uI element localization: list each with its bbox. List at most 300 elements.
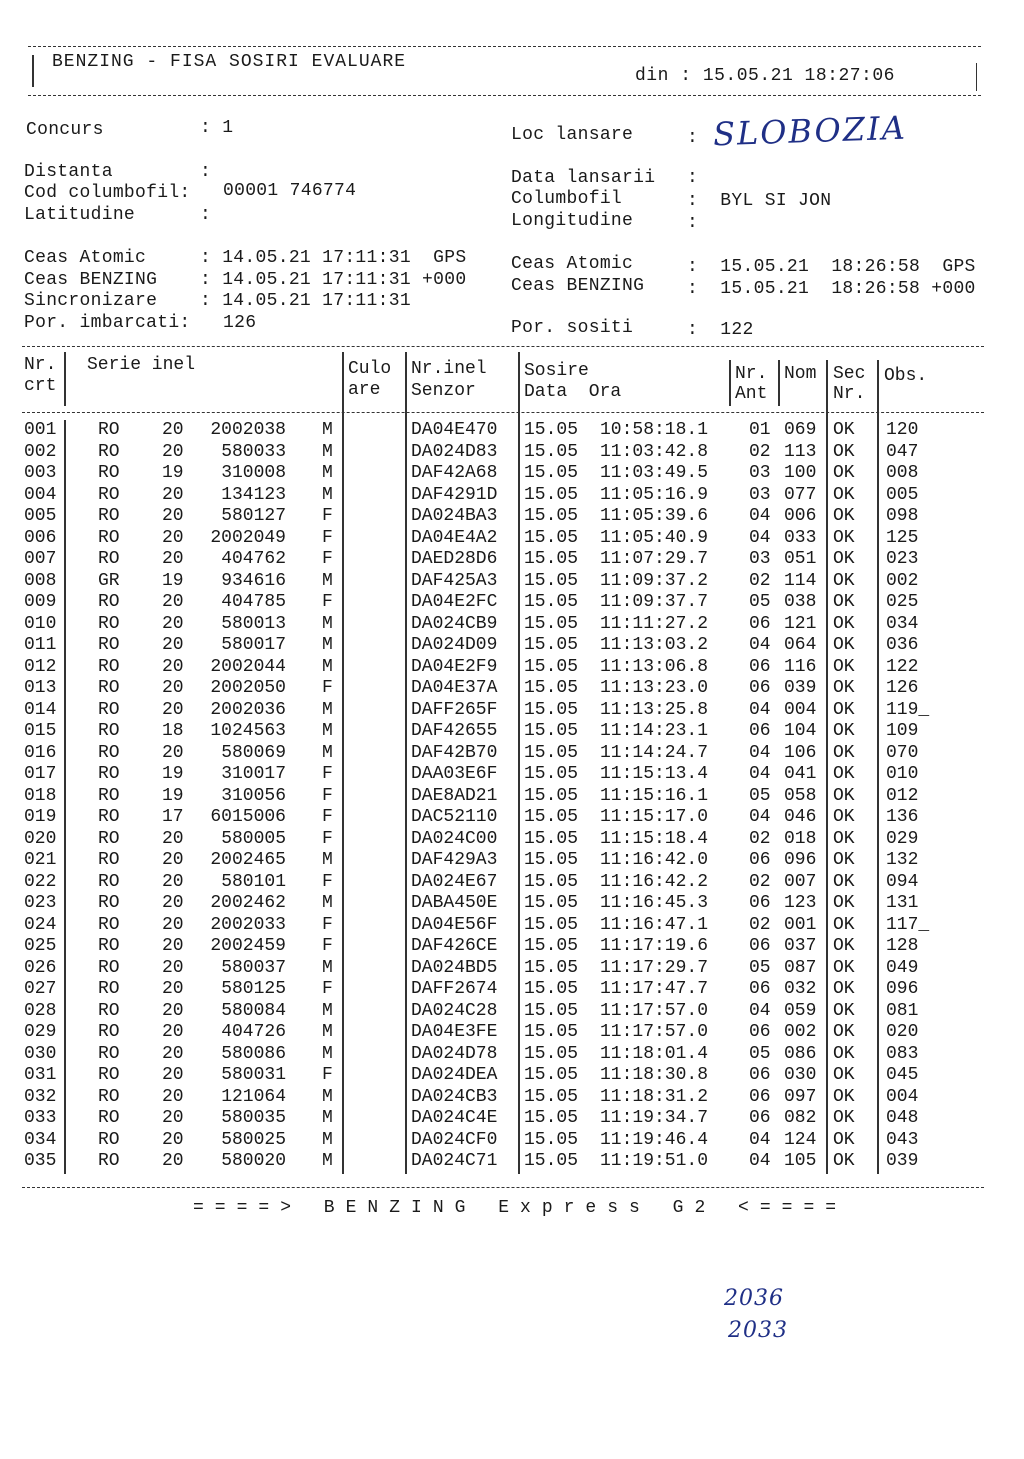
table-row <box>0 1087 1024 1109</box>
table-row <box>0 549 1024 571</box>
cell-nr-crt: 033 <box>24 1108 57 1128</box>
handwritten-note-2: 2033 <box>728 1318 788 1343</box>
imbarcati-label: Por. imbarcati: <box>24 313 191 333</box>
cell-nom: 007 <box>784 871 817 892</box>
cell-nr-ant: 01 <box>749 420 771 440</box>
cell-nr-crt: 028 <box>24 1000 57 1021</box>
table-row <box>0 936 1024 958</box>
loc-lansare-handwritten: SLOBOZIA <box>712 108 908 154</box>
cell-nr-ant: 06 <box>749 893 771 913</box>
cell-sec: OK <box>833 635 855 655</box>
cell-year: 20 <box>162 656 184 677</box>
cell-obs: 094 <box>886 871 919 892</box>
cell-sec: OK <box>833 721 855 741</box>
cell-nr-ant: 03 <box>749 463 771 483</box>
cell-nr-crt: 014 <box>24 699 57 720</box>
cell-nr-crt: 026 <box>24 957 57 978</box>
cell-year: 20 <box>162 1043 184 1064</box>
table-row <box>0 635 1024 657</box>
cell-country: RO <box>98 592 120 612</box>
cell-year: 20 <box>162 592 184 612</box>
cell-arrival-date: 15.05 <box>524 570 579 591</box>
table-bottom-rule <box>22 1187 984 1188</box>
cell-sensor-id: DAA03E6F <box>411 764 498 784</box>
cell-nr-ant: 04 <box>749 1129 771 1150</box>
cell-sensor-id: DAF42B70 <box>411 742 498 763</box>
cell-sec: OK <box>833 613 855 634</box>
cell-year: 20 <box>162 1129 184 1150</box>
cell-sensor-id: DA024CF0 <box>411 1129 498 1150</box>
cell-nr-ant: 03 <box>749 549 771 569</box>
sincronizare-value: : 14.05.21 17:11:31 <box>200 291 411 311</box>
cell-arrival-date: 15.05 <box>524 828 579 849</box>
cell-nom: 033 <box>784 527 817 548</box>
cell-arrival-time: 11:03:49.5 <box>600 463 709 483</box>
cell-ring-number: 580037 <box>221 957 286 978</box>
cell-year: 20 <box>162 1000 184 1021</box>
cell-sex: F <box>322 914 333 935</box>
cell-nr-crt: 015 <box>24 721 57 741</box>
cell-sex: M <box>322 1043 333 1064</box>
cell-sensor-id: DABA450E <box>411 893 498 913</box>
cell-arrival-time: 11:05:16.9 <box>600 484 709 505</box>
cell-nr-crt: 019 <box>24 807 57 827</box>
cell-nom: 104 <box>784 721 817 741</box>
table-row <box>0 571 1024 593</box>
cell-sec: OK <box>833 441 855 462</box>
cell-sex: F <box>322 506 333 526</box>
table-header-rule <box>22 412 984 413</box>
cell-arrival-date: 15.05 <box>524 441 579 462</box>
cell-nom: 121 <box>784 613 817 634</box>
cell-sensor-id: DAFF2674 <box>411 979 498 999</box>
cell-arrival-time: 11:15:13.4 <box>600 764 709 784</box>
concurs-value: : 1 <box>200 118 234 138</box>
cell-sex: M <box>322 613 333 634</box>
cell-ring-number: 580125 <box>221 979 286 999</box>
cell-nom: 100 <box>784 463 817 483</box>
cell-sex: F <box>322 828 333 849</box>
cell-ring-number: 580017 <box>221 635 286 655</box>
cell-year: 20 <box>162 1022 184 1042</box>
cell-sensor-id: DA04E2FC <box>411 592 498 612</box>
ceas-benzing-sosire-value: : 15.05.21 18:26:58 +000 <box>687 279 976 299</box>
cell-arrival-date: 15.05 <box>524 1022 579 1042</box>
cell-nr-crt: 010 <box>24 613 57 634</box>
cell-nom: 041 <box>784 764 817 784</box>
cell-sec: OK <box>833 656 855 677</box>
cell-sec: OK <box>833 742 855 763</box>
cell-sex: F <box>322 871 333 892</box>
cell-sec: OK <box>833 1129 855 1150</box>
latitudine-label: Latitudine <box>24 205 136 225</box>
cell-arrival-date: 15.05 <box>524 871 579 892</box>
table-row <box>0 958 1024 980</box>
table-row <box>0 1044 1024 1066</box>
cell-ring-number: 2002036 <box>210 699 286 720</box>
cell-nr-crt: 034 <box>24 1129 57 1150</box>
cell-arrival-time: 11:03:42.8 <box>600 441 709 462</box>
header-serie-inel: Serie inel <box>87 355 196 375</box>
cell-country: RO <box>98 742 120 763</box>
cell-sensor-id: DAF429A3 <box>411 850 498 870</box>
cell-sex: M <box>322 1000 333 1021</box>
cell-sex: M <box>322 1151 333 1171</box>
header-sec-nr: Nr. <box>833 384 866 404</box>
cell-nom: 096 <box>784 850 817 870</box>
cell-year: 19 <box>162 463 184 483</box>
cell-sex: M <box>322 742 333 763</box>
cell-sex: M <box>322 570 333 591</box>
cell-arrival-time: 11:17:29.7 <box>600 957 709 978</box>
cell-nom: 123 <box>784 893 817 913</box>
cell-year: 20 <box>162 850 184 870</box>
cell-sensor-id: DAF42655 <box>411 721 498 741</box>
columbofil-value: : BYL SI JON <box>687 191 832 211</box>
cell-nr-crt: 024 <box>24 914 57 935</box>
cell-obs: 096 <box>886 979 919 999</box>
cell-nr-crt: 009 <box>24 592 57 612</box>
cell-arrival-date: 15.05 <box>524 527 579 548</box>
cell-nr-crt: 006 <box>24 527 57 548</box>
cell-nr-crt: 029 <box>24 1022 57 1042</box>
cell-arrival-time: 11:15:17.0 <box>600 807 709 827</box>
cell-ring-number: 2002050 <box>210 678 286 698</box>
cell-country: RO <box>98 979 120 999</box>
table-row <box>0 506 1024 528</box>
table-row <box>0 721 1024 743</box>
table-row <box>0 592 1024 614</box>
cell-nr-crt: 035 <box>24 1151 57 1171</box>
cell-country: RO <box>98 635 120 655</box>
cell-ring-number: 580069 <box>221 742 286 763</box>
cell-nr-crt: 005 <box>24 506 57 526</box>
cell-nr-ant: 05 <box>749 592 771 612</box>
cell-nr-ant: 04 <box>749 527 771 548</box>
cell-country: RO <box>98 699 120 720</box>
cell-country: RO <box>98 463 120 483</box>
cell-country: RO <box>98 721 120 741</box>
cell-country: RO <box>98 1151 120 1171</box>
cell-nr-ant: 04 <box>749 635 771 655</box>
cell-arrival-date: 15.05 <box>524 1108 579 1128</box>
cell-ring-number: 580084 <box>221 1000 286 1021</box>
cell-ring-number: 580020 <box>221 1151 286 1171</box>
cell-sensor-id: DAFF265F <box>411 699 498 720</box>
cell-sec: OK <box>833 420 855 440</box>
cell-nr-crt: 012 <box>24 656 57 677</box>
cell-ring-number: 580127 <box>221 506 286 526</box>
cell-arrival-date: 15.05 <box>524 1000 579 1021</box>
table-row <box>0 850 1024 872</box>
cell-sec: OK <box>833 1086 855 1107</box>
cell-nom: 002 <box>784 1022 817 1042</box>
cell-country: RO <box>98 1129 120 1150</box>
cell-country: RO <box>98 807 120 827</box>
print-timestamp <box>635 66 895 86</box>
cell-arrival-time: 11:14:23.1 <box>600 721 709 741</box>
cell-nr-ant: 02 <box>749 441 771 462</box>
cell-ring-number: 580101 <box>221 871 286 892</box>
cell-sex: M <box>322 484 333 505</box>
table-row <box>0 743 1024 765</box>
cell-ring-number: 580005 <box>221 828 286 849</box>
cell-sensor-id: DAF426CE <box>411 936 498 956</box>
cell-sec: OK <box>833 893 855 913</box>
cell-sec: OK <box>833 764 855 784</box>
cell-ring-number: 2002462 <box>210 893 286 913</box>
cell-ring-number: 310056 <box>221 785 286 806</box>
table-row <box>0 1151 1024 1173</box>
cell-sensor-id: DA04E56F <box>411 914 498 935</box>
cell-nom: 058 <box>784 785 817 806</box>
cell-year: 19 <box>162 764 184 784</box>
cell-ring-number: 2002465 <box>210 850 286 870</box>
cell-year: 20 <box>162 1108 184 1128</box>
cell-ring-number: 580033 <box>221 441 286 462</box>
cell-sec: OK <box>833 979 855 999</box>
cell-nr-ant: 06 <box>749 1065 771 1085</box>
cell-nr-ant: 06 <box>749 1022 771 1042</box>
cell-nom: 037 <box>784 936 817 956</box>
cell-sex: F <box>322 592 333 612</box>
cell-arrival-time: 11:17:57.0 <box>600 1000 709 1021</box>
col-sep-nr-header <box>64 352 66 406</box>
cell-obs: 109 <box>886 721 919 741</box>
cell-ring-number: 580031 <box>221 1065 286 1085</box>
cell-nr-ant: 06 <box>749 936 771 956</box>
cell-ring-number: 134123 <box>221 484 286 505</box>
cell-arrival-time: 11:17:57.0 <box>600 1022 709 1042</box>
cell-sec: OK <box>833 678 855 698</box>
sositi-value: : 122 <box>687 320 754 340</box>
cell-sex: F <box>322 527 333 548</box>
cell-ring-number: 2002459 <box>210 936 286 956</box>
cell-sec: OK <box>833 936 855 956</box>
table-row <box>0 1108 1024 1130</box>
cell-nr-crt: 004 <box>24 484 57 505</box>
cell-ring-number: 580086 <box>221 1043 286 1064</box>
cell-arrival-time: 11:13:03.2 <box>600 635 709 655</box>
cell-year: 19 <box>162 570 184 591</box>
cell-nom: 059 <box>784 1000 817 1021</box>
cell-arrival-date: 15.05 <box>524 764 579 784</box>
cell-arrival-time: 11:13:25.8 <box>600 699 709 720</box>
cell-nr-ant: 04 <box>749 807 771 827</box>
cell-year: 20 <box>162 484 184 505</box>
cell-nr-crt: 007 <box>24 549 57 569</box>
cell-sex: M <box>322 1086 333 1107</box>
cell-nr-crt: 018 <box>24 785 57 806</box>
cell-arrival-time: 11:13:06.8 <box>600 656 709 677</box>
cell-country: RO <box>98 506 120 526</box>
header-obs: Obs. <box>884 366 928 386</box>
header-culo: Culo <box>348 359 392 379</box>
loc-lansare-colon: : <box>687 128 699 148</box>
cell-arrival-time: 11:19:34.7 <box>600 1108 709 1128</box>
cell-nr-ant: 04 <box>749 1000 771 1021</box>
cell-obs: 119_ <box>886 699 930 720</box>
cell-arrival-time: 11:18:30.8 <box>600 1065 709 1085</box>
cell-country: RO <box>98 441 120 462</box>
cell-sensor-id: DA04E3FE <box>411 1022 498 1042</box>
cell-country: RO <box>98 1022 120 1042</box>
cell-sex: F <box>322 936 333 956</box>
data-lansarii-label: Data lansarii <box>511 168 656 188</box>
sincronizare-label: Sincronizare <box>24 291 158 311</box>
cell-country: RO <box>98 527 120 548</box>
cell-obs: 132 <box>886 850 919 870</box>
cell-sex: F <box>322 785 333 806</box>
cell-nom: 046 <box>784 807 817 827</box>
cell-sex: M <box>322 957 333 978</box>
cell-year: 20 <box>162 936 184 956</box>
cell-country: RO <box>98 850 120 870</box>
cell-year: 20 <box>162 828 184 849</box>
cell-sex: M <box>322 850 333 870</box>
cell-nr-ant: 05 <box>749 1043 771 1064</box>
cell-arrival-time: 11:09:37.7 <box>600 592 709 612</box>
cell-nom: 004 <box>784 699 817 720</box>
cell-arrival-time: 11:19:46.4 <box>600 1129 709 1150</box>
cell-sec: OK <box>833 506 855 526</box>
cell-obs: 128 <box>886 936 919 956</box>
cell-sex: M <box>322 441 333 462</box>
cell-country: RO <box>98 785 120 806</box>
cell-ring-number: 2002033 <box>210 914 286 935</box>
cell-obs: 034 <box>886 613 919 634</box>
cell-sensor-id: DA024C4E <box>411 1108 498 1128</box>
cell-nom: 106 <box>784 742 817 763</box>
cell-arrival-time: 11:07:29.7 <box>600 549 709 569</box>
cell-sensor-id: DA04E2F9 <box>411 656 498 677</box>
cell-sensor-id: DA04E37A <box>411 678 498 698</box>
cell-obs: 131 <box>886 893 919 913</box>
cell-arrival-date: 15.05 <box>524 420 579 440</box>
cell-obs: 070 <box>886 742 919 763</box>
cell-country: RO <box>98 1065 120 1085</box>
table-row <box>0 893 1024 915</box>
cell-sec: OK <box>833 463 855 483</box>
cell-arrival-time: 11:18:31.2 <box>600 1086 709 1107</box>
cell-arrival-time: 11:14:24.7 <box>600 742 709 763</box>
cell-year: 18 <box>162 721 184 741</box>
loc-lansare-label: Loc lansare <box>511 125 634 145</box>
cell-ring-number: 934616 <box>221 570 286 591</box>
ceas-benzing-sosire-label: Ceas BENZING <box>511 276 645 296</box>
cell-sec: OK <box>833 850 855 870</box>
header-nom: Nom <box>784 364 817 384</box>
cell-sex: M <box>322 893 333 913</box>
cell-nom: 114 <box>784 570 817 591</box>
cell-arrival-date: 15.05 <box>524 484 579 505</box>
table-row <box>0 872 1024 894</box>
cell-arrival-date: 15.05 <box>524 463 579 483</box>
cell-arrival-time: 11:05:39.6 <box>600 506 709 526</box>
cell-country: RO <box>98 549 120 569</box>
table-row <box>0 485 1024 507</box>
table-row <box>0 420 1024 442</box>
cell-obs: 025 <box>886 592 919 612</box>
cell-country: RO <box>98 914 120 935</box>
cell-country: RO <box>98 484 120 505</box>
cell-country: RO <box>98 1108 120 1128</box>
cell-year: 20 <box>162 1151 184 1171</box>
cell-sec: OK <box>833 1043 855 1064</box>
cell-year: 20 <box>162 979 184 999</box>
cell-year: 20 <box>162 441 184 462</box>
cell-sex: M <box>322 1108 333 1128</box>
cell-obs: 098 <box>886 506 919 526</box>
cell-sensor-id: DA024DEA <box>411 1065 498 1085</box>
cell-arrival-date: 15.05 <box>524 1086 579 1107</box>
cell-sec: OK <box>833 1151 855 1171</box>
cell-sensor-id: DA024CB9 <box>411 613 498 634</box>
cell-arrival-date: 15.05 <box>524 893 579 913</box>
cell-nr-ant: 03 <box>749 484 771 505</box>
cell-arrival-time: 11:15:16.1 <box>600 785 709 806</box>
cell-year: 20 <box>162 914 184 935</box>
cell-obs: 117_ <box>886 914 930 935</box>
cell-sec: OK <box>833 871 855 892</box>
cell-nr-crt: 032 <box>24 1086 57 1107</box>
cell-obs: 008 <box>886 463 919 483</box>
ceas-atomic-lansare-label: Ceas Atomic <box>24 248 147 268</box>
cell-obs: 002 <box>886 570 919 591</box>
cell-ring-number: 404762 <box>221 549 286 569</box>
cell-obs: 036 <box>886 635 919 655</box>
cell-ring-number: 310017 <box>221 764 286 784</box>
cell-year: 20 <box>162 420 184 440</box>
cell-nom: 030 <box>784 1065 817 1085</box>
cell-ring-number: 2002049 <box>210 527 286 548</box>
cell-arrival-time: 11:16:47.1 <box>600 914 709 935</box>
cell-nr-ant: 04 <box>749 764 771 784</box>
cell-sensor-id: DA04E470 <box>411 420 498 440</box>
cell-sex: F <box>322 1065 333 1085</box>
cell-arrival-date: 15.05 <box>524 979 579 999</box>
cell-sensor-id: DAF4291D <box>411 484 498 505</box>
cell-sensor-id: DA024E67 <box>411 871 498 892</box>
cell-obs: 043 <box>886 1129 919 1150</box>
cell-arrival-date: 15.05 <box>524 1043 579 1064</box>
imbarcati-value: 126 <box>223 313 257 333</box>
cell-arrival-time: 11:17:47.7 <box>600 979 709 999</box>
cell-nr-ant: 02 <box>749 828 771 849</box>
cell-obs: 049 <box>886 957 919 978</box>
cell-arrival-date: 15.05 <box>524 1065 579 1085</box>
din-label: din : <box>635 66 692 86</box>
cell-arrival-date: 15.05 <box>524 613 579 634</box>
table-row <box>0 1130 1024 1152</box>
cell-sec: OK <box>833 1108 855 1128</box>
cell-arrival-date: 15.05 <box>524 699 579 720</box>
cell-arrival-date: 15.05 <box>524 914 579 935</box>
table-row <box>0 764 1024 786</box>
cell-sex: F <box>322 678 333 698</box>
distanta-value: : <box>200 162 212 182</box>
cell-sec: OK <box>833 570 855 591</box>
cell-arrival-time: 11:17:19.6 <box>600 936 709 956</box>
table-row <box>0 1065 1024 1087</box>
cell-sensor-id: DAC52110 <box>411 807 498 827</box>
cell-year: 20 <box>162 678 184 698</box>
ceas-benzing-lansare-label: Ceas BENZING <box>24 270 158 290</box>
cell-sensor-id: DAED28D6 <box>411 549 498 569</box>
cell-year: 20 <box>162 893 184 913</box>
cell-nr-crt: 023 <box>24 893 57 913</box>
cell-nr-ant: 06 <box>749 721 771 741</box>
